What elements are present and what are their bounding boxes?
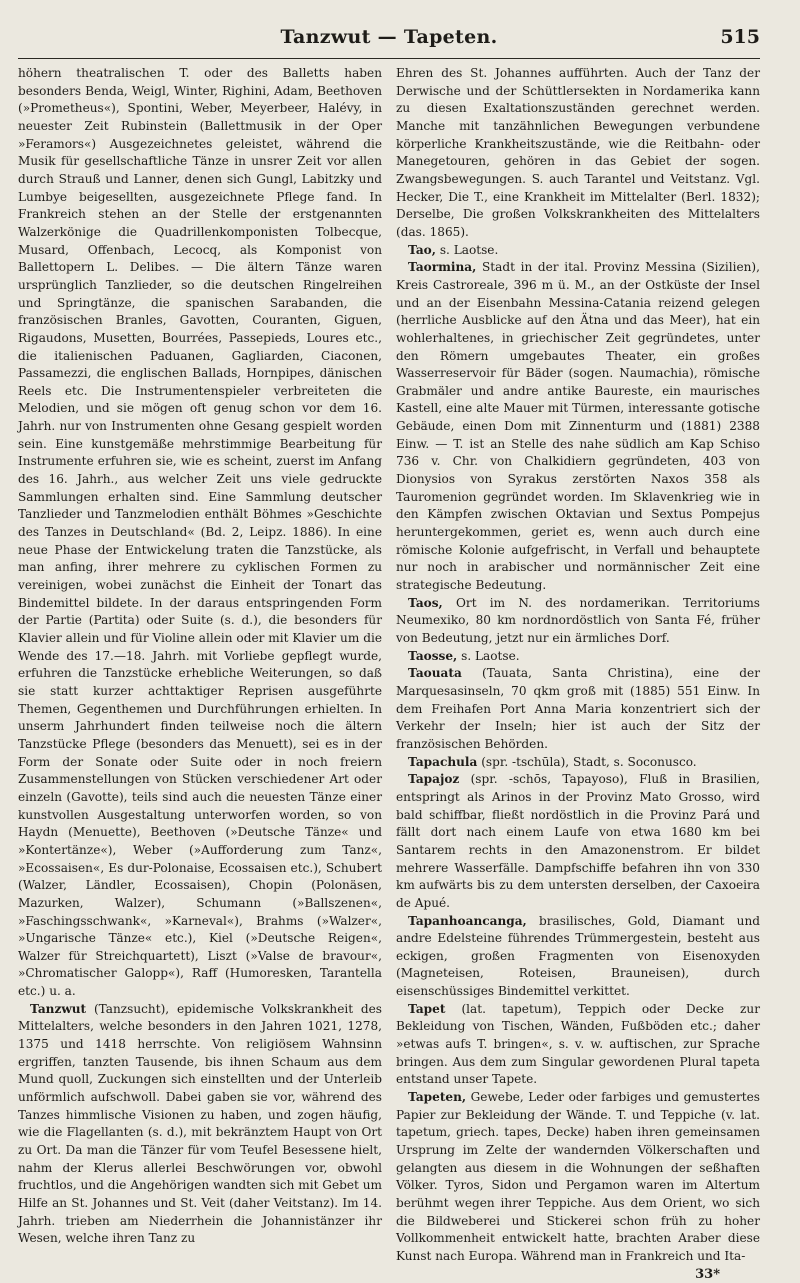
entry-taouata: [396, 665, 760, 753]
entry-text: Ort im N. des nordamerikan. Territoriums Neumexiko, 80 km nordnordöstlich von Santa Fé, früher von Bedeutung, jetzt nur ein ärmliches Dorf.: [396, 595, 760, 645]
entry-tanzwut: [18, 1001, 382, 1248]
entry-text: (Tanzsucht), epidemische Volkskrankheit des Mittelalters, welche besonders in den Jahren 1021, 1278, 1375 und 1418 herrschte. Von religiösem Wahnsinn ergriffen, tanzten Tausende, bis ihnen Schaum aus dem Mund quoll, Zuckungen sich einstellten und der Unterleib unförmlich aufschwoll. Dabei gaben sie vor, während des Tanzes himmlische Visionen zu haben, und zogen häufig, wie die Flagellanten (s. d.), mit bekränztem Haupt von Ort zu Ort. Da man die Tänzer für vom Teufel Besessene hielt, nahm der Klerus allerlei Beschwörungen vor, obwohl fruchtlos, und die Angehörigen wandten sich mit Gebet um Hilfe an St. Johannes und St. Veit (daher Veitstanz). Im 14. Jahrh. trieben am Niederrhein die Johannistänzer ihr Wesen, welche ihren Tanz zu: [18, 1001, 382, 1246]
entry-text: brasilisches, Gold, Diamant und andre Edelsteine führendes Trümmergestein, besteht aus eckigen, großen Fragmenten von Eisenoxyden (Magneteisen, Roteisen, Brauneisen), durch eisenschüssiges Bindemittel verkittet.: [396, 913, 760, 999]
running-title: Tanzwut — Tapeten.: [280, 26, 498, 48]
signature-mark: 33*: [695, 1266, 720, 1282]
headword: Taos,: [408, 595, 443, 610]
headword: Taormina,: [408, 260, 477, 275]
headword: Tapanhoancanga,: [408, 913, 527, 928]
entry-text: s. Laotse.: [435, 242, 499, 257]
page-number: 515: [720, 26, 760, 48]
entry-tapajoz: [396, 771, 760, 912]
headword: Tapeten,: [408, 1090, 467, 1105]
entry-tapet: [396, 1001, 760, 1089]
headword: Tapet: [408, 1001, 446, 1016]
entry-text: (spr. -tschūla), Stadt, s. Soconusco.: [477, 754, 697, 769]
entry-tapachula: [396, 754, 760, 772]
entry-text: (lat. tapetum), Teppich oder Decke zur Bekleidung von Tischen, Wänden, Fußböden etc.; daher »etwas aufs T. bringen«, s. v. w. auftischen, zur Sprache bringen. Aus dem zum Singular gewordenen Plural tapeta entstand unser Tapete.: [396, 1001, 760, 1087]
right-column: [396, 65, 760, 1283]
headword: Taosse,: [408, 648, 458, 663]
entry-text: (spr. -schōs, Tapayoso), Fluß in Brasilien, entspringt als Arinos in der Provinz Mato Grosso, wird bald schiffbar, fließt nordöstlich in die Provinz Pará und fällt dort nach einem Laufe von etwa 1680 km bei Santarem rechts in den Amazonenstrom. Er bildet mehrere Wasserfälle. Dampfschiffe befahren ihn von 330 km aufwärts bis zu dem untersten derselben, der Caxoeira de Apué.: [396, 772, 760, 910]
entry-taormina: [396, 259, 760, 594]
entry-taos: [396, 595, 760, 648]
entry-continuation: höhern theatralischen T. oder des Balletts haben besonders Benda, Weigl, Winter, Righini, Adam, Beethoven (»Prometheus«), Spontini, Weber, Meyerbeer, Halévy, in neuester Zeit Rubinstein (Ballettmusik in der Oper »Feramors«) Ausgezeichnetes geleistet, während die Musik für gesellschaftliche Tänze in unsrer Zeit vor allen durch Strauß und Lanner, denen sich Gungl, Labitzky und Lumbye beigesellten, ausgezeichnete Pflege fand. In Frankreich stehen an der Stelle der erstgenannten Walzerkönige die Quadrillenkomponisten Tolbecque, Musard, Offenbach, Lecocq, als Komponist von Ballettopern L. Delibes. — Die ältern Tänze waren ursprünglich Tanzlieder, so die deutschen Ringelreihen und Springtänze, die spanischen Sarabanden, die französischen Branles, Gavotten, Couranten, Giguen, Rigaudons, Musetten, Bourrées, Passepieds, Loures etc., die italienischen Paduanen, Gagliarden, Ciaconen, Passamezzi, die englischen Ballads, Hornpipes, dänischen Reels etc. Die Instrumentenspieler verbreiteten die Melodien, und sie mögen oft genug schon vor dem 16. Jahrh. nur von Instrumenten ohne Gesang gespielt worden sein. Eine kunstgemäße mehrstimmige Bearbeitung für Instrumente erfuhren sie, wie es scheint, zuerst im Anfang des 16. Jahrh., aus welcher Zeit uns viele gedruckte Sammlungen erhalten sind. Eine Sammlung deutscher Tanzlieder und Tanzmelodien enthält Böhmes »Geschichte des Tanzes in Deutschland« (Bd. 2, Leipz. 1886). In eine neue Phase der Entwickelung traten die Tanzstücke, als man anfing, ihrer mehrere zu cyklischen Formen zu vereinigen, wobei zunächst die Einheit der Tonart das Bindemittel bildete. In der daraus entspringenden Form der Partie (Partita) oder Suite (s. d.), die besonders für Klavier allein und für Violine allein oder mit Klavier um die Wende des 17.—18. Jahrh. mit Vorliebe gepflegt wurde, erfuhren die Tanzstücke erhebliche Weiterungen, so daß sie statt kurzer achttaktiger Reprisen ausgeführte Themen, Gegenthemen und Durchführungen erhielten. In unserm Jahrhundert finden teilweise noch die ältern Tanzstücke Pflege (besonders das Menuett), sei es in der Form der Sonate oder Suite oder in noch freiern Zusammenstellungen von Stücken verschiedener Art oder einzeln (Gavotte), teils sind auch die neuesten Tänze einer kunstvollen Ausgestaltung unterworfen worden, so von Haydn (Menuette), Beethoven (»Deutsche Tänze« und »Kontertänze«), Weber (»Aufforderung zum Tanz«, »Ecossaisen«, Es dur-Polonaise, Ecossaisen etc.), Schubert (Walzer, Ländler, Ecossaisen), Chopin (Polonäsen, Mazurken, Walzer), Schumann (»Ballszenen«, »Faschingsschwank«, »Karneval«), Brahms (»Walzer«, »Ungarische Tänze« etc.), Kiel (»Deutsche Reigen«, Walzer für Streichquartett), Liszt (»Valse de bravour«, »Chromatischer Galopp«), Raff (Humoresken, Tarantella etc.) u. a.: [18, 66, 382, 999]
text-columns: [18, 65, 760, 1283]
headword: Taouata: [408, 666, 462, 681]
entry-tapeten: [396, 1089, 760, 1266]
left-column: [18, 65, 382, 1283]
entry-taosse: [396, 648, 760, 666]
entry-text: s. Laotse.: [457, 648, 520, 663]
entry-continuation: Ehren des St. Johannes aufführten. Auch der Tanz der Derwische und der Schüttlersekten in Nordamerika kann zu diesen Exaltationszuständen gerechnet werden. Manche mit tanzähnlichen Bewegungen verbundene körperliche Krankheitszustände, wie die Reitbahn- oder Manegetouren, gehören in das Gebiet der sogen. Zwangsbewegungen. S. auch Tarantel und Veitstanz. Vgl. Hecker, Die T., eine Krankheit im Mittelalter (Berl. 1832); Derselbe, Die großen Volkskrankheiten des Mittelalters (das. 1865).: [396, 66, 760, 239]
entry-tapanhoancanga: [396, 913, 760, 1001]
entry-text: (Tauata, Santa Christina), eine der Marquesasinseln, 70 qkm groß mit (1885) 551 Einw. In dem Freihafen Port Anna Maria konzentriert sich der Verkehr der Inseln; hier ist auch der Sitz der französischen Behörden.: [396, 666, 760, 751]
page-header: [18, 22, 760, 59]
entry-text: Gewebe, Leder oder farbiges und gemustertes Papier zur Bekleidung der Wände. T. und Teppiche (v. lat. tapetum, griech. tapes, Decke) haben ihren gemeinsamen Ursprung im Zelte der wandernden Völkerschaften und gelangten aus diesem in die Wohnungen der seßhaften Völker. Tyros, Sidon und Pergamon waren im Altertum berühmt wegen ihrer Teppiche. Aus dem Orient, wo sich die Bildweberei und Stickerei schon früh zu hoher Vollkommenheit entwickelt hatte, brachten Araber diese Kunst nach Europa. Während man in Frankreich und Ita-: [396, 1090, 760, 1263]
headword: Tanzwut: [30, 1001, 87, 1016]
entry-text: Stadt in der ital. Provinz Messina (Sizilien), Kreis Castroreale, 396 m ü. M., an der Ostküste der Insel und an der Eisenbahn Messina-Catania reizend gelegen (herrliche Ausblicke auf den Ätna und das Meer), hat ein wohlerhaltenes, in griechischer Zeit gegründetes, unter den Römern umgebautes Theater, ein großes Wasserreservoir für Bäder (sogen. Naumachia), römische Grabmäler und andre antike Baureste, ein maurisches Kastell, eine alte Mauer mit Türmen, interessante gotische Gebäude, einen Dom mit Zinnenturm und (1881) 2388 Einw. — T. ist an Stelle des nahe südlich am Kap Schiso 736 v. Chr. von Chalkidiern gegründeten, 403 von Dionysios von Syrakus zerstörten Naxos 358 als Tauromenion gegründet worden. Im Sklavenkrieg wie in den Kämpfen zwischen Oktavian und Sextus Pompejus heruntergekommen, geriet es, wenn auch durch eine römische Kolonie aufgefrischt, in Verfall und behauptete nur noch in arabischer und normännischer Zeit eine strategische Bedeutung.: [396, 260, 760, 593]
headword: Tapajoz: [408, 772, 460, 787]
entry-tao: [396, 242, 760, 260]
headword: Tapachula: [408, 754, 478, 769]
headword: Tao,: [408, 242, 436, 257]
